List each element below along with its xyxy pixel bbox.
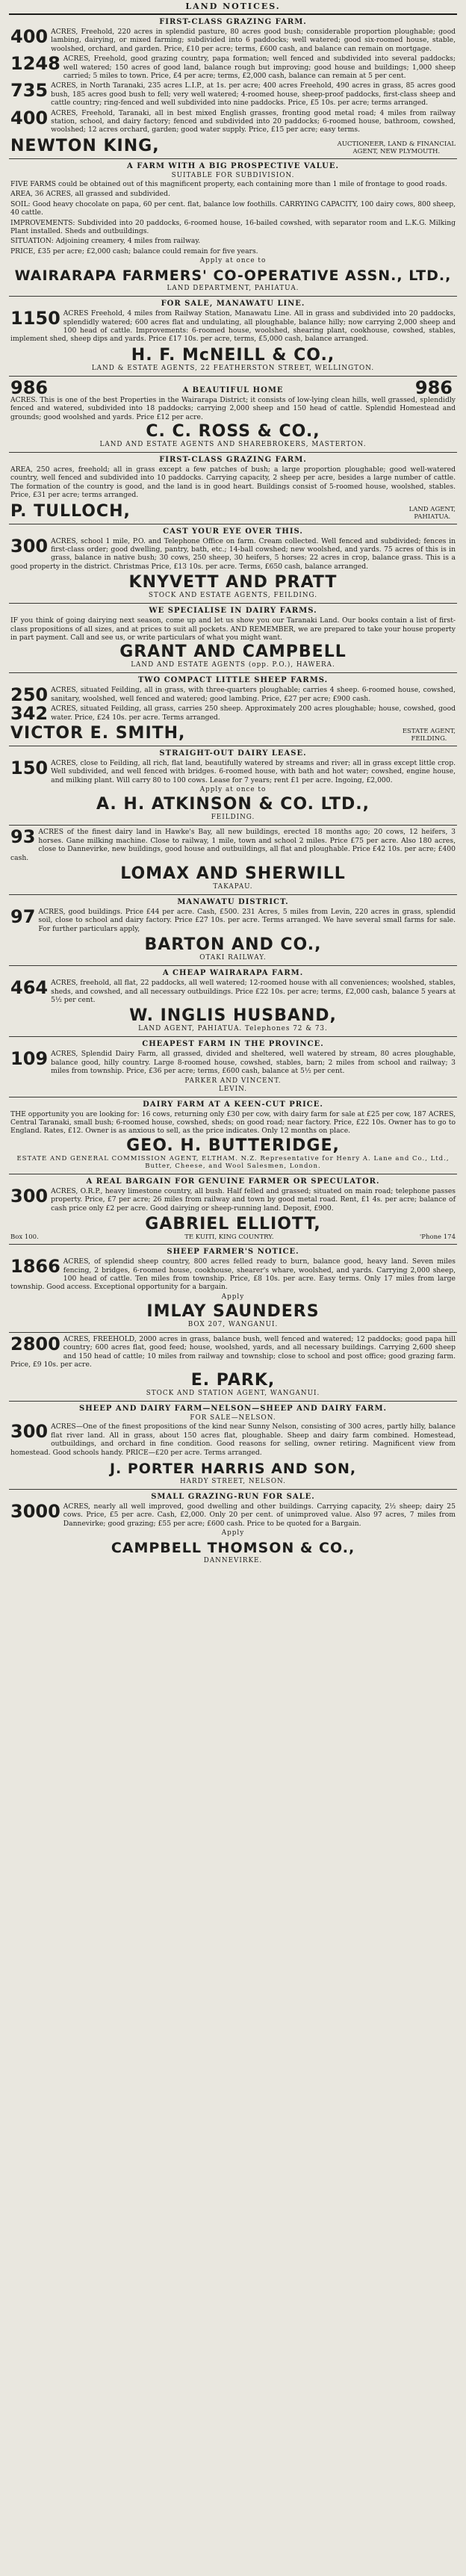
ad-mcneill	[9, 297, 457, 377]
listing-text: IMPROVEMENTS: Subdivided into 20 paddocks, 6-roomed house, 16-bailed cowshed, with separator room and L.K.G. Milking Plant installed. Sheds and outbuildings.	[10, 218, 456, 235]
ad-inglis-husband	[9, 966, 457, 1037]
agent-name: P. TULLOCH,	[10, 501, 131, 521]
listing-text: AREA, 250 acres, freehold; all in grass except a few patches of bush; a large proportion ploughable; good well-watered country, well fenced and subdivided into 10 paddocks. Carrying capacity, 2 sheep per acre, besides a large number of cattle. The formation of the country is good, and the land is in good heart. Buildings consist of 5-roomed house, woolshed, stables. Price, £31 per acre; terms arranged.	[10, 465, 456, 500]
listing	[10, 28, 456, 53]
apply-line: Apply	[221, 1292, 245, 1301]
agent-name: J. PORTER HARRIS AND SON,	[109, 1461, 357, 1478]
listing-text: ACRES, Freehold, 220 acres in splendid pasture, 80 acres good bush; considerable proportion ploughable; good lambing, dairying, or mixed farming; subdivided into 6 paddocks; well watered; good six-roomed house, stable, woolshed, orchard, and garden. Price, £10 per acre; terms, £600 cash, and balance can remain on mortgage.	[51, 28, 456, 53]
listing-text: AREA, 36 ACRES, all grassed and subdivided.	[10, 190, 170, 199]
ad-newton-king	[9, 15, 457, 159]
acreage-number: 400	[10, 107, 49, 129]
agent-block	[10, 723, 456, 743]
ad-imlay-saunders	[9, 1245, 457, 1333]
ad-grant-campbell	[9, 604, 457, 673]
listing-text: SITUATION: Adjoining creamery, 4 miles from railway.	[10, 237, 201, 246]
listing-text: PRICE, £35 per acre; £2,000 cash; balance could remain for five years.	[10, 247, 258, 256]
listing	[10, 1422, 456, 1457]
ad-heading: CAST YOUR EYE OVER THIS.	[163, 527, 303, 536]
ad-heading: A BEAUTIFUL HOME	[182, 386, 284, 394]
agent-location: FEILDING.	[411, 735, 447, 743]
agent-address: LAND AND ESTATE AGENTS (opp. P.O.), HAWERA.	[131, 661, 335, 669]
agent-address: STOCK AND STATION AGENT, WANGANUI.	[146, 1390, 320, 1398]
agent-address: LAND & ESTATE AGENTS, 22 FEATHERSTON STREET, WELLINGTON.	[91, 364, 375, 372]
agent-name: LOMAX AND SHERWILL	[120, 864, 346, 883]
agent-address: DANNEVIRKE.	[203, 1557, 263, 1565]
apply-line: Apply at once to	[199, 786, 267, 794]
agent-name: E. PARK,	[190, 1371, 276, 1390]
agent-name: GRANT AND CAMPBELL	[119, 643, 347, 662]
listing-text: FIVE FARMS could be obtained out of this magnificent property, each containing more than 1 mile of frontage to good roads.	[10, 179, 447, 188]
listing-text: ACRES Freehold, 4 miles from Railway Station, Manawatu Line. All in grass and subdivided into 20 paddocks, splendidly watered; 600 acres flat and undulating, all ploughable, balance hilly; now carrying 2,000 sheep and 100 head of cattle. Improvements: 6-roomed house, woolshed, shearing plant, cookhouse, cowshed, stables, implement shed, sheep dips and yards. Price £17 10s. per acre, terms, £5,000 cash, balance arranged.	[10, 309, 456, 344]
listing	[10, 55, 456, 80]
acreage-number: 986	[414, 377, 453, 398]
apply-line: Apply	[221, 1529, 245, 1538]
acreage-number: 109	[10, 1048, 49, 1070]
ad-heading: DAIRY FARM AT A KEEN-CUT PRICE.	[143, 1100, 323, 1109]
agent-name: VICTOR E. SMITH,	[10, 724, 186, 743]
ad-campbell-thomson	[9, 1490, 457, 1568]
ad-parker-vincent	[9, 1037, 457, 1097]
listing-text: ACRES. This is one of the best Properties in the Wairarapa District; it consists of low-lying clean hills, well grassed, splendidly fenced and watered, subdivided into 18 paddocks; carrying 2,000 sheep and 150 head of cattle. Splendid Homestead and grounds; good woolshed and yards. Price £12 per acre.	[10, 395, 456, 421]
agent-address: LAND AGENT, PAHIATUA. Telephones 72 & 73.	[138, 1025, 328, 1033]
agent-block	[10, 136, 456, 155]
ad-heading: MANAWATU DISTRICT.	[177, 897, 289, 906]
agent-address: LAND AND ESTATE AGENTS AND SHAREBROKERS, MASTERTON.	[99, 440, 367, 448]
agent-title: AUCTIONEER, LAND & FINANCIAL	[337, 140, 456, 148]
agent-name: IMLAY SAUNDERS	[146, 1301, 320, 1321]
acreage-number: 1150	[10, 308, 60, 329]
agent-address: BOX 207, WANGANUI.	[187, 1320, 279, 1328]
ad-heading: FOR SALE, MANAWATU LINE.	[161, 300, 305, 309]
listing	[10, 1502, 456, 1528]
agent-address: HARDY STREET, NELSON.	[180, 1478, 286, 1486]
acreage-number: 400	[10, 26, 49, 47]
agent-name: A. H. ATKINSON & CO. LTD.,	[96, 795, 370, 814]
agent-name: GABRIEL ELLIOTT,	[145, 1215, 321, 1234]
listing	[10, 684, 456, 706]
ad-atkinson	[9, 746, 457, 826]
apply-line: Apply at once to	[199, 257, 267, 265]
listing	[10, 1257, 456, 1292]
listing	[10, 759, 456, 784]
agent-name: H. F. McNEILL & CO.,	[131, 345, 335, 365]
ad-wairarapa-farmers	[9, 159, 457, 297]
ad-victor-smith	[9, 673, 457, 746]
listing-text: ACRES, good buildings. Price £44 per acre. Cash, £500. 231 Acres, 5 miles from Levin, 220 acres in grass, splendid soil, close to school and dairy factory. Price £27 10s. per acre. Terms arranged. We have several small farms for sale. For further particulars apply,	[38, 907, 456, 933]
acreage-number: 464	[10, 977, 49, 999]
ad-lomax-sherwill	[9, 826, 457, 895]
ad-heading: FIRST-CLASS GRAZING FARM.	[159, 18, 307, 26]
acreage-number: 1248	[10, 53, 60, 75]
acreage-number: 300	[10, 535, 49, 557]
listing-text: ACRES, freehold, all flat, 22 paddocks, all well watered; 12-roomed house with all conveniences; woolshed, stables, sheds, and cowshed, and all necessary outbuildings. Price £22 10s. per acre; terms, £2,000 cash, balance 5 years at 5½ per cent.	[51, 979, 456, 1004]
agent-address: STOCK AND ESTATE AGENTS, FEILDING.	[148, 592, 318, 600]
ad-barton	[9, 895, 457, 966]
agent-address: OTAKI RAILWAY.	[199, 954, 267, 962]
acreage-number: 735	[10, 80, 49, 102]
agent-name: CAMPBELL THOMSON & CO.,	[111, 1540, 355, 1557]
heading-row	[10, 379, 456, 396]
acreage-number: 300	[10, 1185, 49, 1207]
listing-text: ACRES, Splendid Dairy Farm, all grassed, divided and sheltered, well watered by stream, 80 acres ploughable, balance good, hilly country. Large 8-roomed house, cowshed, stables, barn; 2 miles from school and railway; 3 miles from township. Price, £36 per acre; terms, £600 cash, balance at 5½ per cent.	[51, 1050, 456, 1076]
ad-gabriel-elliott	[9, 1174, 457, 1245]
acreage-number: 93	[10, 826, 36, 848]
listing-text: ACRES, in North Taranaki, 235 acres L.I.P., at 1s. per acre; 400 acres Freehold, 490 acres in grass, 85 acres good bush, 185 acres good bush to fell; very well watered; 4-roomed house, sheep-proof paddocks, first-class sheep and cattle country; ring-fenced and well subdivided into nine paddocks. Price, £5 10s. per acre; terms arranged.	[51, 81, 456, 108]
acreage-number: 250	[10, 684, 49, 706]
agent-name: WAIRARAPA FARMERS' CO-OPERATIVE ASSN., LTD.,	[14, 267, 452, 285]
agent-address: TE KUITI, KING COUNTRY.	[184, 1233, 274, 1242]
agent-name: NEWTON KING,	[10, 136, 160, 155]
listing-text: THE opportunity you are looking for: 16 cows, returning only £30 per cow, with dairy farm for sale at £25 per cow, 187 ACRES, Central Taranaki, small bush; 6-roomed house, cowshed, sheds; on good road; near factory. Price, £22 10s. Owner has to go to England. Rates, £12. Owner is as anxious to sell, as the price indicates. Only 12 months on place.	[10, 1109, 456, 1136]
acreage-number: 342	[10, 703, 49, 725]
listing-text: SOIL: Good heavy chocolate on papa, 60 per cent. flat, balance low foothills. CARRYING CAPACITY, 100 dairy cows, 800 sheep, 40 cattle.	[10, 199, 456, 217]
listing	[10, 309, 456, 344]
listing-text: ACRES, situated Feilding, all grass, carries 250 sheep. Approximately 200 acres ploughable; house, cowshed, good water. Price, £24 10s. per acre. Terms arranged.	[51, 705, 456, 722]
ad-tulloch	[9, 453, 457, 524]
agent-address: LEVIN.	[218, 1085, 248, 1093]
agent-address: TAKAPAU.	[213, 882, 253, 891]
agent-name: BARTON AND CO.,	[144, 935, 322, 955]
agent-name: W. INGLIS HUSBAND,	[129, 1006, 337, 1026]
listing-text: ACRES—One of the finest propositions of the kind near Sunny Nelson, consisting of 300 acres, partly hilly, balance flat river land. All in grass, about 150 acres flat, ploughable. Sheep and dairy farm combined. Homestead, outbuildings, and orchard in fine condition. Good reasons for selling, owner retiring. Magnificent view from homestead. Good schools handy. PRICE—£20 per acre. Terms arranged.	[10, 1422, 456, 1457]
ad-heading: STRAIGHT-OUT DAIRY LEASE.	[159, 749, 307, 758]
agent-name: KNYVETT AND PRATT	[128, 573, 338, 592]
ad-heading: CHEAPEST FARM IN THE PROVINCE.	[142, 1040, 324, 1049]
agent-title: LAND AGENT,	[408, 505, 456, 513]
agent-details	[338, 140, 456, 155]
agent-name: GEO. H. BUTTERIDGE,	[126, 1136, 340, 1155]
listing-text: ACRES, school 1 mile, P.O. and Telephone Office on farm. Cream collected. Well fenced and subdivided; fences in first-class order; good dwelling, pantry, bath, etc.; 14-ball cowshed; new woolshed, and yards. 75 acres of this is in grass, balance in native bush; 30 cows, 250 sheep, 30 heifers, 5 horses; 22 acres in crop, balance grass. This is a good property in the district. Christmas Price, £13 10s. per acre. Terms, £650 cash, balance arranged.	[10, 536, 456, 571]
box-number: Box 100.	[10, 1233, 39, 1242]
ad-knyvett-pratt	[9, 524, 457, 604]
contact-row	[10, 1233, 456, 1241]
listing	[10, 537, 456, 572]
agent-name: PARKER AND VINCENT.	[184, 1077, 282, 1085]
listing-text: ACRES, O.R.P., heavy limestone country, all bush. Half felled and grassed; situated on main road; telephone passes property. Price, £7 per acre; 26 miles from railway and town by good metal road. Rent, £1 4s. per acre; balance of cash price only £2 per acre. Good dairying or sheep-running land. Deposit, £900.	[51, 1186, 456, 1213]
agent-address: LAND DEPARTMENT, PAHIATUA.	[167, 285, 299, 293]
ad-heading: FIRST-CLASS GRAZING FARM.	[159, 455, 307, 464]
agent-details	[409, 506, 456, 521]
ad-e-park	[9, 1333, 457, 1402]
agent-location: PAHIATUA.	[414, 513, 451, 521]
ad-subheading: FOR SALE—NELSON.	[190, 1414, 276, 1422]
agent-location: AGENT, NEW PLYMOUTH.	[352, 147, 441, 155]
acreage-number: 300	[10, 1421, 49, 1443]
phone-number: 'Phone 174	[419, 1233, 456, 1242]
acreage-number: 150	[10, 758, 49, 779]
ad-heading: SHEEP FARMER'S NOTICE.	[167, 1248, 299, 1257]
listing	[10, 1050, 456, 1075]
listing-text: ACRES, FREEHOLD, 2000 acres in grass, balance bush, well fenced and watered; 12 paddocks; good papa hill country; 600 acres flat, good feed; house, woolshed, yards, and all necessary buildings. Carrying 2,600 sheep and 150 head of cattle; 10 miles from railway and township; close to school and post office; good grazing farm. Price, £9 10s. per acre.	[10, 1334, 456, 1369]
listing	[10, 979, 456, 1004]
agent-name: C. C. ROSS & CO.,	[146, 421, 320, 441]
ad-heading: A REAL BARGAIN FOR GENUINE FARMER OR SPECULATOR.	[86, 1177, 380, 1186]
ad-subheading: SUITABLE FOR SUBDIVISION.	[171, 171, 295, 179]
ad-butteridge	[9, 1097, 457, 1174]
listing-text: ACRES, of splendid sheep country, 800 acres felled ready to burn, balance good, heavy land. Seven miles fencing, 2 bridges, 6-roomed house, cookhouse, shearer's whare, woolshed, and yards. Carrying 2,000 sheep, 100 head of cattle. Ten miles from township. Price, £8 10s. per acre. Easy terms. Only 17 miles from large township. Good access. Exceptional opportunity for a bargain.	[10, 1257, 456, 1292]
agent-block	[10, 501, 456, 521]
listing	[10, 1187, 456, 1213]
listing-text: ACRES, close to Feilding, all rich, flat land, beautifully watered by streams and river; all in grass except little crop. Well subdivided, and well fenced with bridges. 6-roomed house, with bath and hot water; cowshed, engine house, and milking plant. Will carry 80 to 100 cows. Lease for 7 years; rent £1 per acre. Ingoing, £2,000.	[51, 759, 456, 784]
ad-heading: WE SPECIALISE IN DAIRY FARMS.	[149, 607, 317, 616]
ad-porter-harris	[9, 1402, 457, 1490]
listing-text: ACRES, Freehold, Taranaki, all in best mixed English grasses, fronting good metal road; 4 miles from railway station, school, and dairy factory; fenced and subdivided into 20 paddocks; 6-roomed house, bathroom, cowshed, woolshed; 12 acres orchard, garden; good water supply. Price, £15 per acre; easy terms.	[51, 108, 456, 134]
agent-address: ESTATE AND GENERAL COMMISSION AGENT, ELTHAM. N.Z. Representative for Henry A. Lane and Co., Ltd., Butter, Cheese, and Wool Salesmen, London.	[16, 1154, 450, 1171]
acreage-number: 3000	[10, 1501, 60, 1523]
ad-ross	[9, 377, 457, 453]
agent-address: FEILDING.	[211, 814, 255, 822]
listing-text: ACRES of the finest dairy land in Hawke's Bay, all new buildings, erected 18 months ago; 20 cows, 12 heifers, 3 horses. Gane milking machine. Close to railway, 1 mile, town and school 2 miles. Price £75 per acre. Also 180 acres, close to Dannevirke, new buildings, good house and outbuildings, all flat and ploughable. Price £42 10s. per acre; £400 cash.	[10, 828, 456, 862]
listing	[10, 703, 456, 725]
listing-text: IF you think of going dairying next season, come up and let us show you our Taranaki Land. Our books contain a list of first-class propositions of all sizes, and at prices to suit all pockets. AND REMEMBER, we are prepared to take your house property in part payment. Call and see us, or write particulars of what you might want.	[10, 616, 456, 643]
acreage-number: 986	[10, 377, 49, 398]
listing	[10, 1335, 456, 1369]
listing-text: ACRES, Freehold, good grazing country, papa formation; well fenced and subdivided into several paddocks; well watered; 150 acres of good land, balance rough but improving; good house and buildings; 1,000 sheep carried; 5 miles to town. Price, £4 per acre; terms, £2,000 cash, balance can remain at 5 per cent.	[63, 55, 456, 81]
ad-heading: A CHEAP WAIRARAPA FARM.	[162, 969, 304, 978]
acreage-number: 97	[10, 905, 36, 927]
listing-text: ACRES, situated Feilding, all in grass, with three-quarters ploughable; carries 4 sheep. 6-roomed house, cowshed, sanitary, woolshed, well fenced and watered; good lambing. Price, £27 per acre; £900 cash.	[51, 686, 456, 703]
agent-title: ESTATE AGENT,	[402, 728, 456, 736]
land-notices-page	[9, 0, 457, 1571]
listing	[10, 81, 456, 107]
ad-heading: SHEEP AND DAIRY FARM—NELSON—SHEEP AND DAIRY FARM.	[78, 1405, 388, 1414]
listing	[10, 109, 456, 134]
listing-text: ACRES, nearly all well improved, good dwelling and other buildings. Carrying capacity, 2½ sheep; dairy 25 cows. Price, £5 per acre. Cash, £2,000. Only 20 per cent. of unimproved value. Also 97 acres, 7 miles from Dannevirke; good grazing; £55 per acre; £600 cash. Price to be quoted for a Bargain.	[63, 1502, 456, 1528]
listing	[10, 905, 456, 933]
acreage-number: 1866	[10, 1256, 60, 1278]
acreage-number: 2800	[10, 1333, 60, 1354]
ad-heading: A FARM WITH A BIG PROSPECTIVE VALUE.	[127, 161, 339, 170]
ad-heading: SMALL GRAZING-RUN FOR SALE.	[151, 1493, 315, 1502]
ad-heading: TWO COMPACT LITTLE SHEEP FARMS.	[137, 676, 329, 685]
agent-details	[403, 728, 456, 743]
section-masthead: LAND NOTICES.	[9, 0, 457, 15]
listing	[10, 828, 456, 862]
